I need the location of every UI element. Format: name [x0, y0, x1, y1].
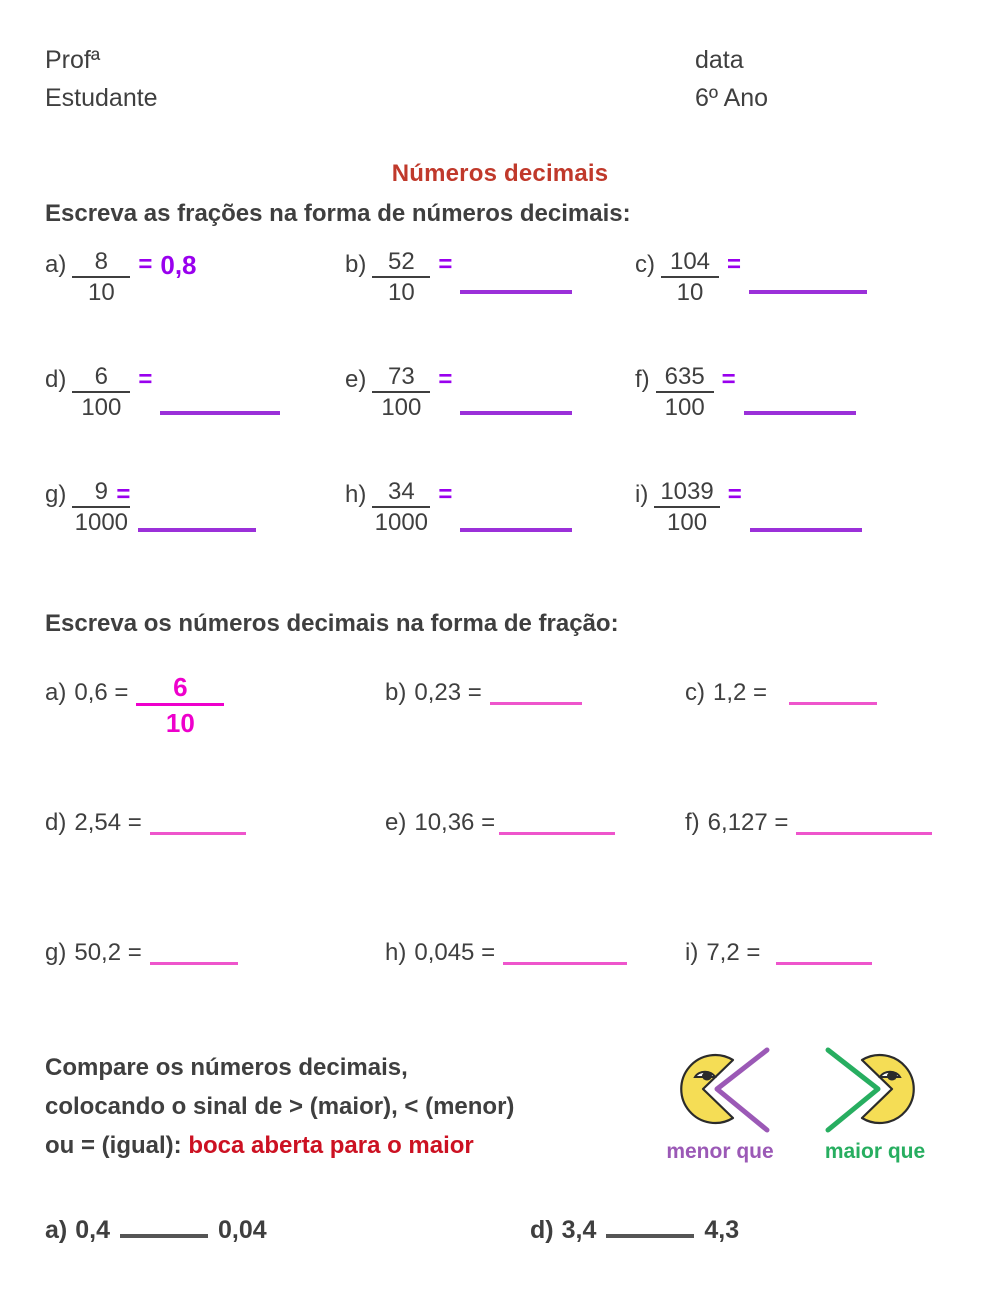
comparison-blank[interactable] [606, 1214, 694, 1238]
fraction-numerator: 104 [669, 248, 711, 275]
item-label: h) [345, 481, 367, 508]
fraction-denominator: 100 [381, 394, 422, 421]
answer-blank[interactable] [460, 385, 572, 415]
answer-blank[interactable] [499, 808, 615, 835]
section3-prompt-line3-plain: ou = (igual): [45, 1132, 189, 1159]
fraction [661, 250, 719, 305]
item-label: c) [685, 679, 705, 706]
answer-blank[interactable] [150, 808, 246, 835]
grade-label: 6º Ano [695, 84, 769, 112]
teacher-label: Profª [45, 46, 101, 74]
exercise-item-f [635, 365, 965, 480]
item-label: d) [530, 1216, 554, 1244]
fraction-numerator: 73 [387, 363, 415, 390]
item-label: e) [345, 366, 367, 393]
comparison-item-d [530, 1214, 930, 1245]
answer-fraction[interactable] [136, 674, 224, 736]
equals-sign: = [438, 366, 453, 393]
worksheet-header [45, 46, 768, 122]
legend-less-caption: menor que [666, 1140, 774, 1163]
item-label: c) [635, 251, 655, 278]
equals-sign: = [727, 251, 742, 278]
decimal-value: 7,2 = [706, 939, 761, 966]
fraction-numerator: 52 [387, 248, 415, 275]
fraction-numerator: 6 [94, 363, 109, 390]
legend-greater-than [800, 1040, 950, 1164]
item-label: d) [45, 809, 67, 836]
exercise-item-c [635, 250, 965, 365]
answer-blank[interactable] [460, 264, 572, 294]
page-title: Números decimais [391, 160, 609, 187]
exercise-item-d [45, 365, 345, 480]
section3-prompt-line1: Compare os números decimais, [45, 1054, 408, 1081]
answer-blank[interactable] [749, 264, 867, 294]
item-label: b) [345, 251, 367, 278]
answer-blank[interactable] [796, 808, 932, 835]
answer-blank[interactable] [503, 938, 627, 965]
item-label: f) [685, 809, 700, 836]
equals-sign: = [438, 481, 453, 508]
header-row-teacher [45, 46, 768, 84]
fraction-denominator: 100 [667, 509, 708, 536]
legend-less-than [645, 1040, 795, 1164]
fraction-denominator: 100 [81, 394, 122, 421]
fraction [72, 250, 130, 305]
item-label: a) [45, 251, 67, 278]
answer-blank[interactable] [744, 385, 856, 415]
exercise-item-h [345, 480, 635, 595]
decimal-value: 2,54 = [74, 809, 142, 836]
equals-sign: = [721, 366, 736, 393]
exercise-item-c [685, 678, 965, 808]
exercise-item-g [45, 480, 345, 595]
answer-blank[interactable] [789, 678, 877, 705]
item-label: h) [385, 939, 407, 966]
answer-blank[interactable] [750, 502, 862, 532]
fraction [372, 480, 430, 535]
exercise-row [45, 808, 965, 938]
date-label: data [695, 46, 744, 74]
exercise-item-f [685, 808, 965, 938]
comparison-left-value: 0,4 [75, 1216, 110, 1244]
answer-blank[interactable] [490, 678, 582, 705]
exercise-row [45, 365, 965, 480]
item-label: e) [385, 809, 407, 836]
decimal-value: 1,2 = [713, 679, 768, 706]
fraction [372, 250, 430, 305]
decimal-value: 0,23 = [414, 679, 482, 706]
decimal-value: 0,6 = [74, 679, 129, 706]
answer-blank[interactable] [160, 385, 280, 415]
exercise-item-a [45, 250, 345, 365]
section3-prompt-note: boca aberta para o maior [188, 1132, 474, 1159]
fraction-denominator: 1000 [374, 509, 429, 536]
section3-prompt [45, 1048, 665, 1165]
equals-sign: = [438, 251, 453, 278]
exercise-item-d [45, 808, 385, 938]
comparison-item-a [45, 1214, 530, 1245]
fraction-denominator: 10 [387, 279, 415, 306]
item-label: g) [45, 939, 67, 966]
fraction-numerator: 6 [173, 672, 188, 702]
equals-sign: = [116, 481, 131, 508]
fraction-denominator: 100 [664, 394, 705, 421]
section2-prompt: Escreva os números decimais na forma de fração: [45, 610, 619, 637]
comparison-right-value: 4,3 [704, 1216, 740, 1244]
fraction-denominator: 10 [165, 708, 195, 738]
exercise-item-b [345, 250, 635, 365]
decimal-value: 0,045 = [414, 939, 496, 966]
pacman-greater-than-icon [810, 1040, 940, 1138]
fraction-denominator: 10 [87, 279, 115, 306]
exercise-row [45, 480, 965, 595]
section2-exercises [45, 672, 965, 1068]
item-label: a) [45, 679, 67, 706]
section1-prompt: Escreva as frações na forma de números decimais: [45, 200, 631, 227]
answer-blank[interactable] [460, 502, 572, 532]
item-label: i) [635, 481, 649, 508]
section1-exercises [45, 250, 965, 595]
exercise-item-e [385, 808, 685, 938]
exercise-row [45, 1214, 965, 1245]
fraction [72, 365, 130, 420]
fraction-denominator: 1000 [74, 509, 129, 536]
section3-exercises [45, 1214, 965, 1245]
fraction-denominator: 10 [676, 279, 704, 306]
section3-prompt-line3 [45, 1126, 665, 1165]
comparison-right-value: 0,04 [218, 1216, 267, 1244]
equals-sign: = [138, 366, 153, 393]
fraction-numerator: 34 [387, 478, 415, 505]
answer-blank[interactable] [138, 502, 256, 532]
item-label: g) [45, 481, 67, 508]
pacman-less-than-icon [655, 1040, 785, 1138]
comparison-left-value: 3,4 [561, 1216, 597, 1244]
exercise-row [45, 672, 965, 808]
equals-sign: = [138, 251, 153, 278]
exercise-row [45, 250, 965, 365]
answer-blank[interactable] [776, 938, 872, 965]
answer-blank[interactable] [150, 938, 238, 965]
item-label: f) [635, 366, 650, 393]
fraction [372, 365, 430, 420]
fraction-numerator: 635 [664, 363, 705, 390]
item-label: i) [685, 939, 699, 966]
decimal-value: 10,36 = [414, 809, 496, 836]
fraction-numerator: 8 [94, 248, 109, 275]
item-label: d) [45, 366, 67, 393]
decimal-value: 50,2 = [74, 939, 142, 966]
decimal-value: 6,127 = [707, 809, 789, 836]
exercise-item-i [635, 480, 965, 595]
fraction [654, 480, 719, 535]
fraction [656, 365, 714, 420]
answer-value[interactable]: 0,8 [160, 250, 197, 280]
exercise-item-b [385, 678, 685, 808]
section3-prompt-line2: colocando o sinal de > (maior), < (menor) [45, 1093, 515, 1120]
student-label: Estudante [45, 84, 158, 112]
fraction-numerator: 9 [94, 478, 109, 505]
item-label: b) [385, 679, 407, 706]
exercise-item-e [345, 365, 635, 480]
legend-greater-caption: maior que [824, 1140, 926, 1163]
comparison-blank[interactable] [120, 1214, 208, 1238]
header-row-student [45, 84, 768, 122]
item-label: a) [45, 1216, 68, 1244]
exercise-item-a [45, 672, 385, 808]
equals-sign: = [727, 481, 742, 508]
fraction-numerator: 1039 [660, 478, 714, 505]
